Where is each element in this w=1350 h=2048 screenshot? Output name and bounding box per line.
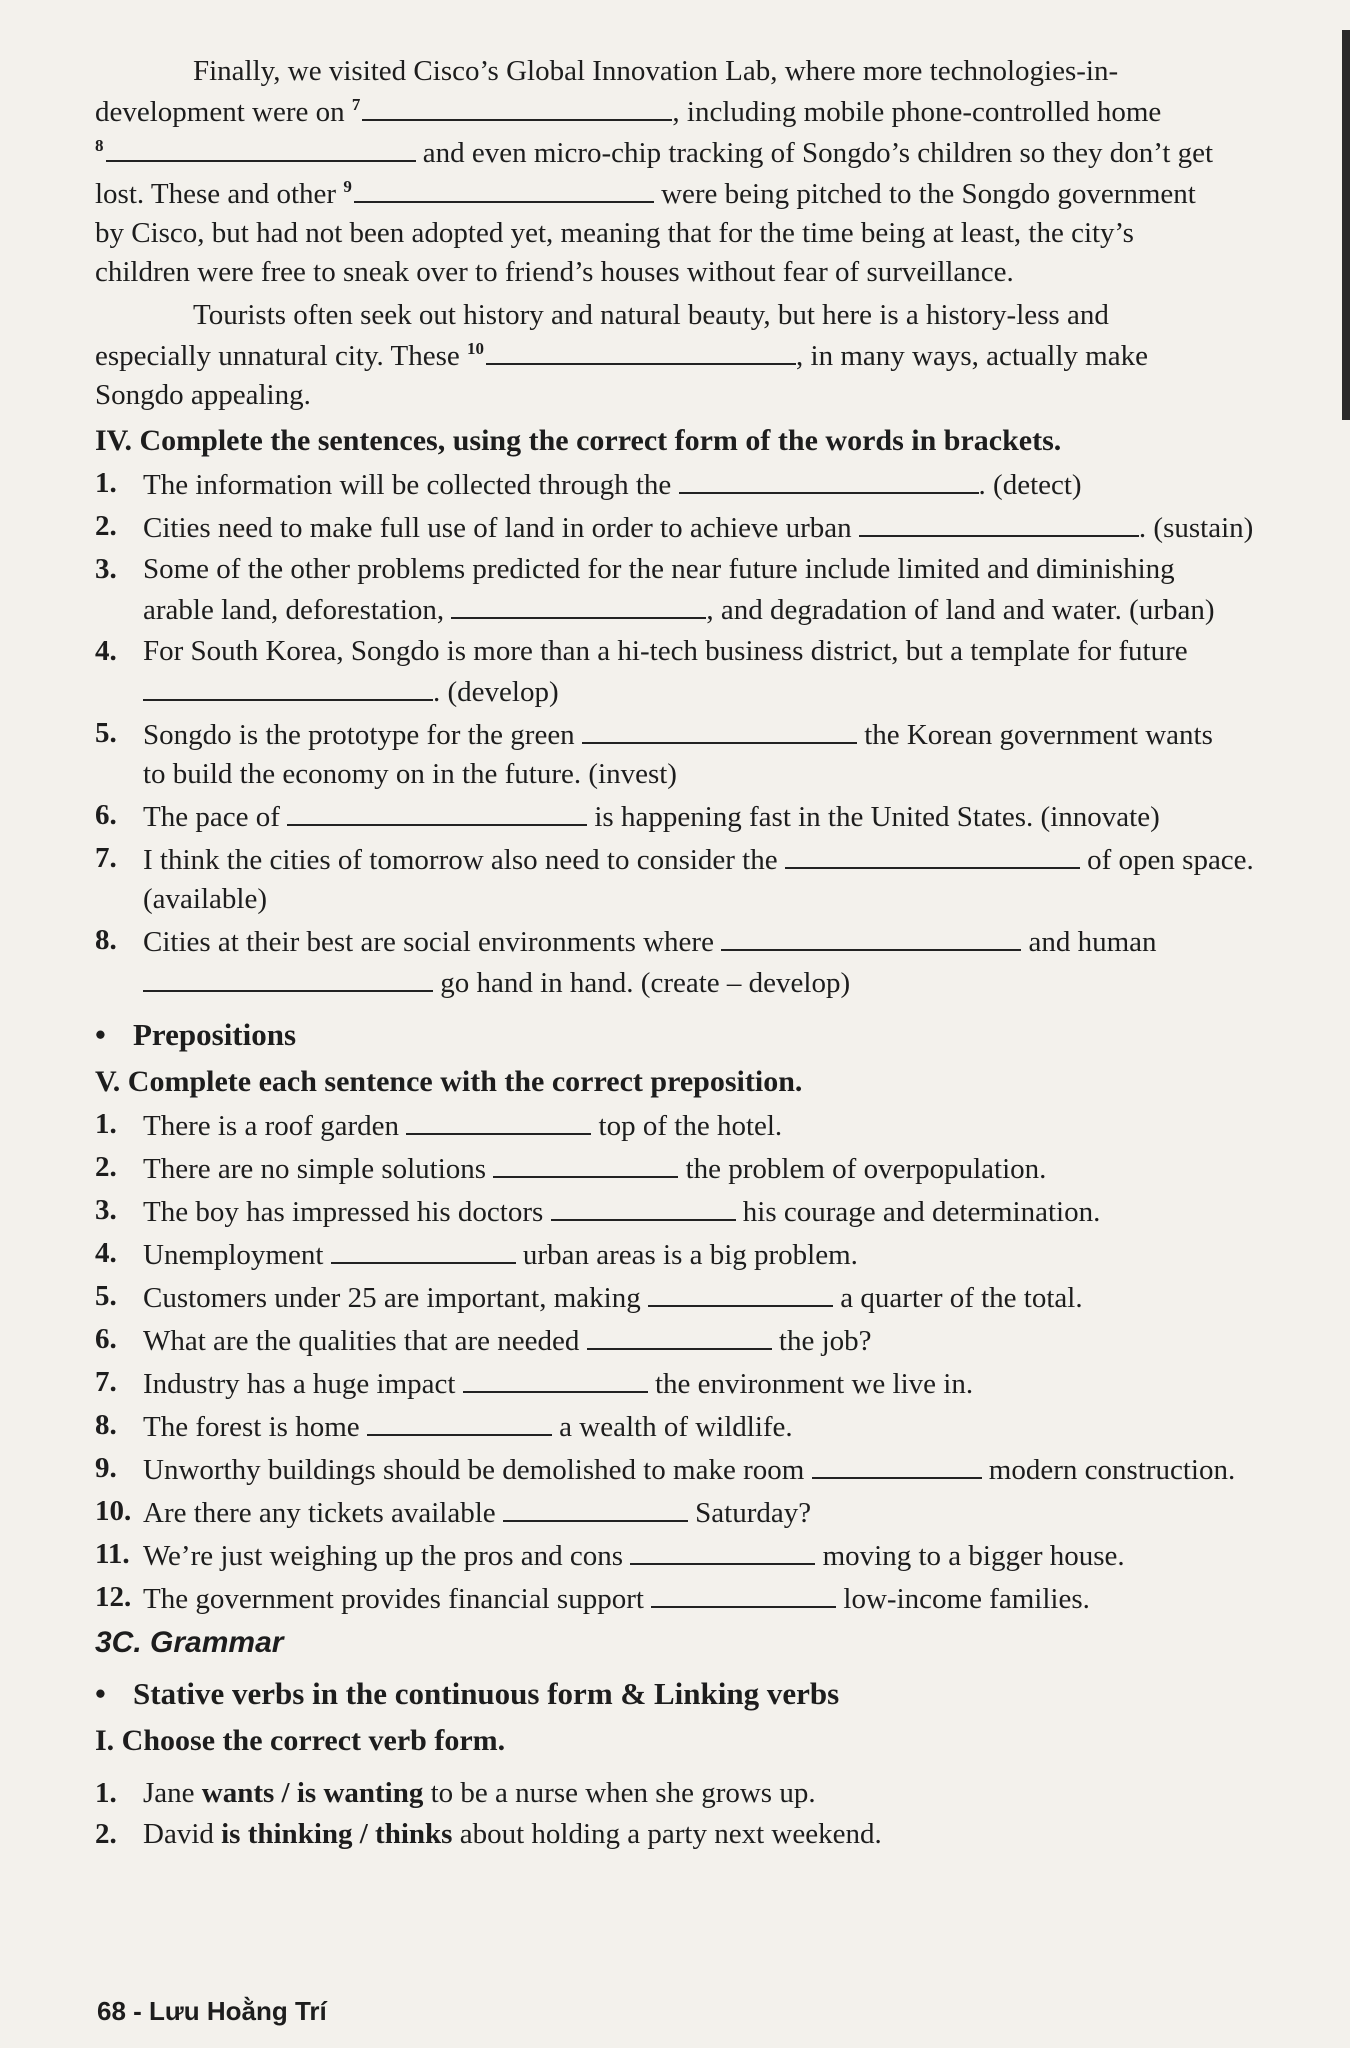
answer-blank[interactable]: [451, 589, 706, 619]
exercise-item: 6. What are the qualities that are needed the job?: [95, 1320, 1310, 1361]
passage-line: by Cisco, but had not been adopted yet, meaning that for the time being at least, the city’s: [95, 217, 1134, 249]
exercise-item: 7. I think the cities of tomorrow also need to consider the of open space. (available): [95, 839, 1310, 919]
answer-blank[interactable]: [406, 1105, 591, 1135]
answer-blank[interactable]: [679, 464, 979, 494]
prepositions-heading: • Prepositions: [95, 1017, 297, 1052]
answer-blank[interactable]: [463, 1363, 648, 1393]
exercise-item: 2. David is thinking / thinks about holding a party next weekend.: [95, 1818, 882, 1850]
answer-blank[interactable]: [721, 921, 1021, 951]
answer-blank[interactable]: [651, 1578, 836, 1608]
blank-number: 9: [343, 177, 352, 197]
answer-blank[interactable]: [331, 1234, 516, 1264]
exercise-item: 3. Some of the other problems predicted for the near future include limited and diminishing arable land, deforestation, , and degradation of land and water. (urban): [95, 553, 1215, 626]
answer-blank[interactable]: [630, 1535, 815, 1565]
answer-blank[interactable]: [587, 1320, 772, 1350]
exercise-item: 2. There are no simple solutions the problem of overpopulation.: [95, 1148, 1310, 1189]
exercise-item: 2. Cities need to make full use of land in order to achieve urban . (sustain): [95, 507, 1310, 548]
passage-line: Finally, we visited Cisco’s Global Innovation Lab, where more technologies-in-: [193, 55, 1119, 87]
exercise-item: 8. Cities at their best are social environments where and human go hand in hand. (create – develop): [95, 921, 1310, 1003]
answer-blank[interactable]: [493, 1148, 678, 1178]
page-footer: 68 - Lưu Hoằng Trí: [97, 1996, 327, 2026]
blank-number: 7: [351, 95, 361, 115]
page-edge: [1342, 30, 1350, 420]
passage-line: development were on $^7$ , including mobile phone-controlled home: [95, 91, 1310, 132]
exercise-item: 4. For South Korea, Songdo is more than a hi-tech business district, but a template for future . (develop): [95, 635, 1188, 708]
exercise-item: 11. We’re just weighing up the pros and cons moving to a bigger house.: [95, 1535, 1310, 1576]
verb-choice[interactable]: is thinking / thinks: [221, 1818, 453, 1850]
answer-blank-7[interactable]: [362, 91, 672, 121]
passage-line: $^8$ and even micro-chip tracking of Songdo’s children so they don’t get: [95, 132, 1310, 173]
answer-blank[interactable]: [859, 507, 1139, 537]
answer-blank[interactable]: [812, 1449, 982, 1479]
passage-line: children were free to sneak over to friend’s houses without fear of surveillance.: [95, 256, 1014, 288]
exercise-item: 12. The government provides financial support low-income families.: [95, 1578, 1310, 1619]
answer-blank-8[interactable]: [106, 132, 416, 162]
exercise-item: 8. The forest is home a wealth of wildlife.: [95, 1406, 1310, 1447]
passage-paragraph-1: [95, 52, 1310, 292]
blank-number: 10: [467, 339, 485, 359]
exercise-item: 1. Jane wants / is wanting to be a nurse when she grows up.: [95, 1777, 816, 1809]
answer-blank[interactable]: [287, 796, 587, 826]
blank-number: 8: [95, 136, 104, 156]
exercise-item: 5. Customers under 25 are important, making a quarter of the total.: [95, 1277, 1310, 1318]
passage-paragraph-2: [95, 296, 1310, 415]
document-page: [95, 52, 1310, 1856]
answer-blank[interactable]: [551, 1191, 736, 1221]
answer-blank-10[interactable]: [486, 335, 796, 365]
exercise-item: 9. Unworthy buildings should be demolished to make room modern construction.: [95, 1449, 1310, 1490]
passage-line: Tourists often seek out history and natural beauty, but here is a history-less and: [193, 299, 1109, 331]
exercise-item: 1. There is a roof garden top of the hotel.: [95, 1105, 1310, 1146]
answer-blank[interactable]: [582, 714, 857, 744]
answer-blank[interactable]: [648, 1277, 833, 1307]
exercise-4-title: IV. Complete the sentences, using the correct form of the words in brackets.: [95, 424, 1062, 457]
verb-choice[interactable]: wants / is wanting: [201, 1777, 424, 1809]
answer-blank[interactable]: [367, 1406, 552, 1436]
exercise-item: 4. Unemployment urban areas is a big problem.: [95, 1234, 1310, 1275]
grammar-exercise-title: I. Choose the correct verb form.: [95, 1724, 506, 1757]
answer-blank[interactable]: [503, 1492, 688, 1522]
exercise-item: 6. The pace of is happening fast in the United States. (innovate): [95, 796, 1310, 837]
exercise-item: 1. The information will be collected through the . (detect): [95, 464, 1310, 505]
exercise-item: 5. Songdo is the prototype for the green the Korean government wants to build the economy on in the future. (invest): [95, 714, 1310, 794]
stative-verbs-heading: • Stative verbs in the continuous form & Linking verbs: [95, 1676, 840, 1711]
exercise-item: 10. Are there any tickets available Saturday?: [95, 1492, 1310, 1533]
answer-blank[interactable]: [785, 839, 1080, 869]
exercise-item: 7. Industry has a huge impact the environment we live in.: [95, 1363, 1310, 1404]
answer-blank[interactable]: [143, 962, 433, 992]
passage-line: especially unnatural city. These $^{10}$ , in many ways, actually make: [95, 335, 1310, 376]
passage-line: lost. These and other $^9$ were being pitched to the Songdo government: [95, 173, 1310, 214]
passage-line: Songdo appealing.: [95, 379, 311, 411]
answer-blank[interactable]: [143, 671, 433, 701]
answer-blank-9[interactable]: [354, 173, 654, 203]
exercise-5-title: V. Complete each sentence with the correct preposition.: [95, 1065, 803, 1098]
exercise-item: 3. The boy has impressed his doctors his courage and determination.: [95, 1191, 1310, 1232]
grammar-section-title: 3C. Grammar: [95, 1626, 284, 1659]
